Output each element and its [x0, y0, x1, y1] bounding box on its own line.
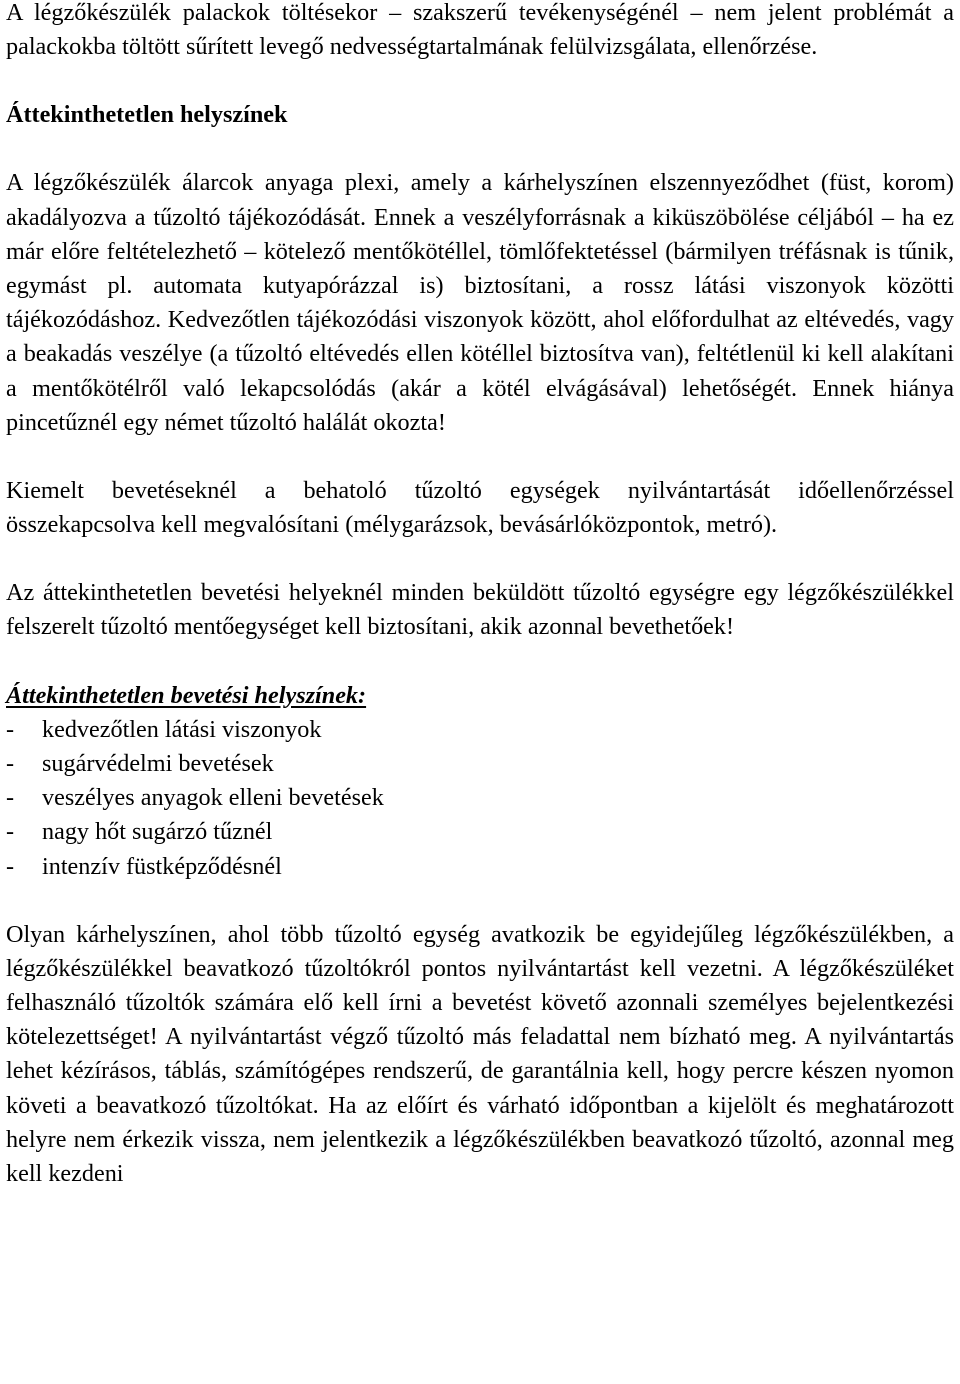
- paragraph-gap: [6, 133, 954, 167]
- list-item-text: nagy hőt sugárzó tűznél: [42, 818, 273, 846]
- list-item: [6, 781, 954, 815]
- paragraph-gap: [6, 542, 954, 576]
- list-item: [6, 713, 954, 747]
- paragraph-rescue-unit: Az áttekinthetetlen bevetési helyeknél minden beküldött tűzoltó egységre egy légzőkészülékkel felszerelt tűzoltó mentőegységet kell biztosítani, akik azonnal bevethetőek!: [6, 579, 954, 641]
- list-dash: -: [6, 784, 15, 812]
- list-item: [6, 815, 954, 849]
- paragraph-gap: [6, 645, 954, 679]
- list-item-text: kedvezőtlen látási viszonyok: [42, 715, 322, 743]
- list-item-text: veszélyes anyagok elleni bevetések: [42, 784, 384, 812]
- paragraph-priority-deployments: Kiemelt bevetéseknél a behatoló tűzoltó egységek nyilvántartását időellenőrzéssel összekapcsolva kell megvalósítani (mélygarázsok, bevásárlóközpontok, metró).: [6, 476, 954, 539]
- list-item: [6, 747, 954, 781]
- list-item-text: intenzív füstképződésnél: [42, 852, 282, 880]
- list-dash: -: [6, 852, 15, 880]
- paragraph-gap: [6, 440, 954, 474]
- section-heading-unclear-sites: Áttekinthetetlen helyszínek: [6, 101, 288, 129]
- list-item: [6, 850, 954, 884]
- paragraph-intro: A légzőkészülék palackok töltésekor – szakszerű tevékenységénél – nem jelent problémát a palackokba töltött sűrített levegő nedvességtartalmának felülvizsgálata, ellenőrzése.: [6, 0, 954, 61]
- list-dash: -: [6, 715, 15, 743]
- list-dash: -: [6, 749, 15, 777]
- list-item-text: sugárvédelmi bevetések: [42, 749, 274, 777]
- section-heading-unclear-deployment-sites: Áttekinthetetlen bevetési helyszínek:: [6, 681, 367, 709]
- paragraph-gap: [6, 884, 954, 918]
- paragraph-gap: [6, 64, 954, 98]
- list-dash: -: [6, 818, 15, 846]
- document-body: [6, 0, 954, 1191]
- paragraph-registration: Olyan kárhelyszínen, ahol több tűzoltó egység avatkozik be egyidejűleg légzőkészülékben, a légzőkészülékkel beavatkozó tűzoltókról pontos nyilvántartást kell vezetni. A légzőkészüléket felhasználó tűzoltók számára elő kell írni a bevetést követő azonnali személyes bejelentkezési kötelezettséget! A nyilvántartást végző tűzoltó más feladattal nem bízható meg. A nyilvántartás lehet kézírásos, táblás, számítógépes rendszerű, de garantálnia kell, hogy percre készen nyomon követi a beavatkozó tűzoltókat. Ha az előírt és várható időpontban a kijelölt és meghatározott helyre nem érkezik vissza, nem jelentkezik a légzőkészülékben beavatkozó tűzoltó, azonnal meg kell kezdeni: [6, 920, 954, 1188]
- paragraph-mask-contamination: A légzőkészülék álarcok anyaga plexi, amely a kárhelyszínen elszennyeződhet (füst, korom) akadályozva a tűzoltó tájékozódását. Ennek a veszélyforrásnak a kiküszöbölése céljából – ha ez már előre feltételezhető – kötelező mentőkötéllel, tömlőfektetéssel (bármilyen tréfásnak is tűnik, egymást pl. automata kutyapórázzal is) biztosítani, a rossz látási viszonyok közötti tájékozódáshoz. Kedvezőtlen tájékozódási viszonyok között, ahol előfordulhat az eltévedés, vagy a beakadás veszélye (a tűzoltó eltévedés ellen kötéllel biztosítva van), feltétlenül ki kell alakítani a mentőkötélről való lekapcsolódás (akár a kötél elvágásával) lehetőségét. Ennek hiánya pincetűznél egy német tűzoltó halálát okozta!: [6, 169, 954, 436]
- deployment-sites-list: [6, 713, 954, 884]
